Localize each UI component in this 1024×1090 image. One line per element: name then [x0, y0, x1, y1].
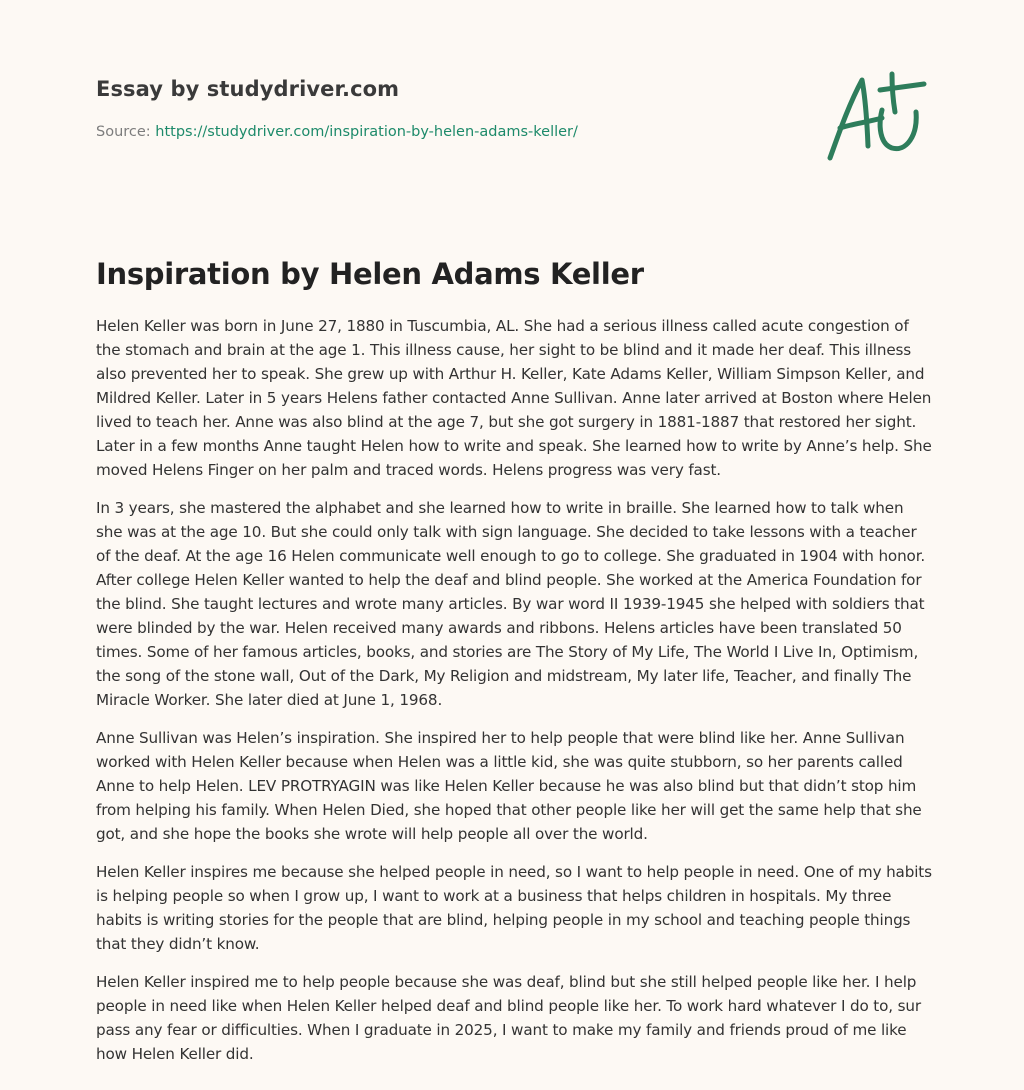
essay-paragraph: Anne Sullivan was Helen’s inspiration. She inspired her to help people that were blind like her. Anne Sullivan worked with Helen Keller because when Helen was a little kid, she was quite stubborn, so her parents called Anne to help Helen. LEV PROTRYAGIN was like Helen Keller because he was also blind but that didn’t stop him from helping his family. When Helen Died, she hoped that other people like her will get the same help that she got, and she hope the books she wrote will help people all over the world. — [96, 729, 922, 843]
source-label: Source: — [96, 124, 151, 140]
brand-title: Essay by studydriver.com — [96, 77, 400, 101]
essay-title: Inspiration by Helen Adams Keller — [96, 257, 644, 291]
essay-body — [96, 314, 932, 1080]
source-link[interactable]: https://studydriver.com/inspiration-by-helen-adams-keller/ — [155, 124, 578, 140]
essay-paragraph: In 3 years, she mastered the alphabet and she learned how to write in braille. She learned how to talk when she was at the age 10. But she could only talk with sign language. She decided to take lessons with a teacher of the deaf. At the age 16 Helen communicate well enough to go to college. She graduated in 1904 with honor. After college Helen Keller wanted to help the deaf and blind people. She worked at the America Foundation for the blind. She taught lectures and wrote many articles. By war word II 1939-1945 she helped with soldiers that were blinded by the war. Helen received many awards and ribbons. Helens articles have been translated 50 times. Some of her famous articles, books, and stories are The Story of My Life, The World I Live In, Optimism, the song of the stone wall, Out of the Dark, My Religion and midstream, My later life, Teacher, and finally The Miracle Worker. She later died at June 1, 1968. — [96, 499, 926, 709]
essay-paragraph: Helen Keller inspired me to help people because she was deaf, blind but she still helped people like her. I help people in need like when Helen Keller helped deaf and blind people like her. To work hard whatever I do to, sur pass any fear or difficulties. When I graduate in 2025, I want to make my family and friends proud of me like how Helen Keller did. — [96, 973, 921, 1063]
source-line — [96, 122, 796, 142]
essay-paragraph: Helen Keller inspires me because she helped people in need, so I want to help people in need. One of my habits is helping people so when I grow up, I want to work at a business that helps children in hospitals. My three habits is writing stories for the people that are blind, helping people in my school and teaching people things that they didn’t know. — [96, 863, 932, 953]
essay-paragraph: Helen Keller was born in June 27, 1880 in Tuscumbia, AL. She had a serious illness called acute congestion of the stomach and brain at the age 1. This illness cause, her sight to be blind and it made her deaf. This illness also prevented her to speak. She grew up with Arthur H. Keller, Kate Adams Keller, William Simpson Keller, and Mildred Keller. Later in 5 years Helens father contacted Anne Sullivan. Anne later arrived at Boston where Helen lived to teach her. Anne was also blind at the age 7, but she got surgery in 1881-1887 that restored her sight. Later in a few months Anne taught Helen how to write and speak. She learned how to write by Anne’s help. She moved Helens Finger on her palm and traced words. Helens progress was very fast. — [96, 317, 932, 479]
a-plus-logo-icon — [820, 66, 930, 166]
page-header — [96, 74, 796, 142]
